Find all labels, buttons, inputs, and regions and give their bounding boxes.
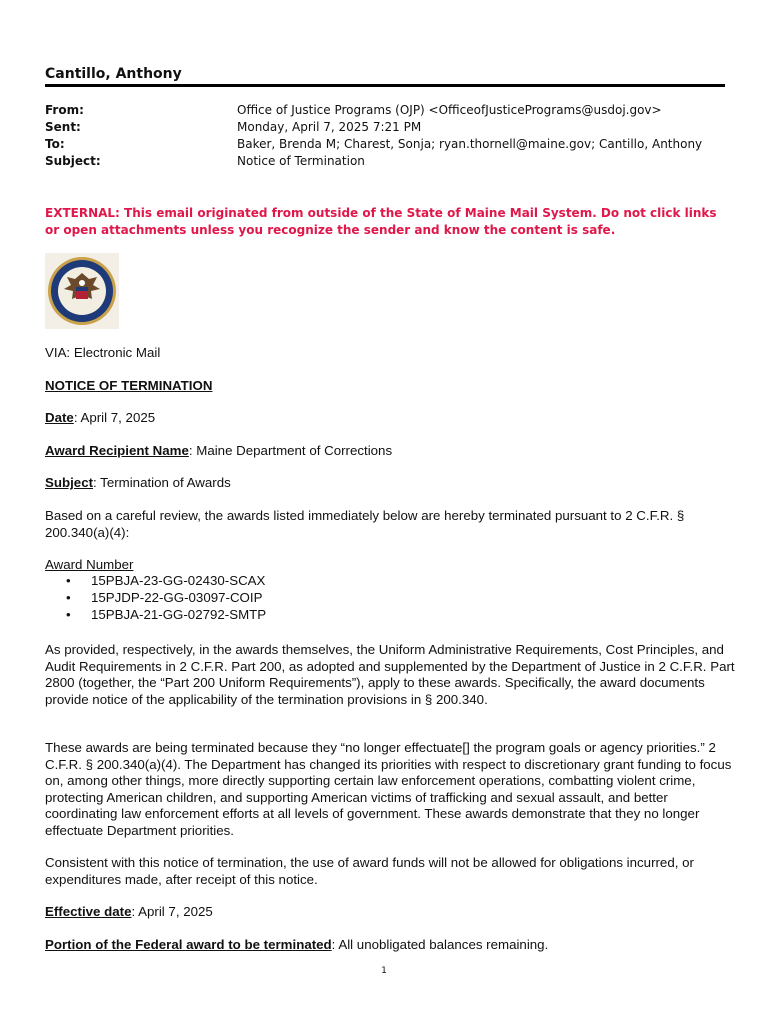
via-line: VIA: Electronic Mail xyxy=(45,345,161,360)
list-item: • 15PBJA-21-GG-02792-SMTP xyxy=(91,607,266,624)
portion-label: Portion of the Federal award to be terminated xyxy=(45,937,332,952)
doj-seal-icon xyxy=(45,253,119,329)
subject-value: Notice of Termination xyxy=(237,154,365,168)
paragraph-requirements: As provided, respectively, in the awards themselves, the Uniform Administrative Requirements, Cost Principles, and Audit Requirements in 2 C.F.R. Part 200, as adopted and supplemented by the Department of Justice in 2 C.F.R. Part 2800 (together, the “Part 200 Uniform Requirements”), apply to these awards. Specifically, the award documents provide notice of the applicability of the termination provisions in § 200.340. xyxy=(45,642,735,707)
to-row xyxy=(45,136,735,153)
date-value: : April 7, 2025 xyxy=(73,410,156,425)
paragraph-reason: These awards are being terminated because they “no longer effectuate[] the program goals or agency priorities.” 2 C.F.R. § 200.340(a)(4). The Department has changed its priorities with respect to discretionary grant funding to focus on, among other things, more directly supporting certain law enforcement operations, combatting violent crime, protecting American children, and supporting American victims of trafficking and sexual assault, and better coordinating law enforcement efforts at all levels of government. These awards demonstrate that they no longer effectuate Department priorities. xyxy=(45,740,732,838)
header-rule xyxy=(45,84,725,87)
from-row xyxy=(45,102,735,119)
paragraph-review: Based on a careful review, the awards listed immediately below are hereby terminated pursuant to 2 C.F.R. § 200.340(a)(4): xyxy=(45,508,685,540)
recipient-line xyxy=(45,443,735,460)
list-item: • 15PJDP-22-GG-03097-COIP xyxy=(91,590,266,607)
from-value: Office of Justice Programs (OJP) <OfficeofJusticePrograms@usdoj.gov> xyxy=(237,103,662,117)
notice-heading xyxy=(45,378,735,395)
subject-row xyxy=(45,153,735,170)
to-label: To: xyxy=(45,137,65,151)
effective-date-label: Effective date xyxy=(45,904,132,919)
award-number-heading xyxy=(45,557,735,574)
mailbox-owner: Cantillo, Anthony xyxy=(45,66,182,82)
paragraph-funds: Consistent with this notice of termination, the use of award funds will not be allowed for obligations incurred, or expenditures made, after receipt of this notice. xyxy=(45,855,694,887)
subject-line xyxy=(45,475,735,492)
from-label: From: xyxy=(45,103,84,117)
list-item: • 15PBJA-23-GG-02430-SCAX xyxy=(91,573,266,590)
subject-line-value: : Termination of Awards xyxy=(93,475,231,490)
to-value: Baker, Brenda M; Charest, Sonja; ryan.thornell@maine.gov; Cantillo, Anthony xyxy=(237,137,703,151)
portion-line xyxy=(45,937,735,954)
subject-label: Subject: xyxy=(45,154,101,168)
recipient-value: : Maine Department of Corrections xyxy=(188,443,393,458)
email-header xyxy=(45,102,735,170)
sent-value: Monday, April 7, 2025 7:21 PM xyxy=(237,120,422,134)
notice-heading-text: NOTICE OF TERMINATION xyxy=(45,378,213,393)
award-number-label: Award Number xyxy=(45,557,134,572)
effective-date-value: : April 7, 2025 xyxy=(131,904,213,919)
sent-row xyxy=(45,119,735,136)
date-line xyxy=(45,410,735,427)
sent-label: Sent: xyxy=(45,120,81,134)
portion-value: : All unobligated balances remaining. xyxy=(331,937,549,952)
page-number: 1 xyxy=(381,966,387,976)
external-warning: EXTERNAL: This email originated from outside of the State of Maine Mail System. Do not click links or open attachments unless you recognize the sender and know the content is safe. xyxy=(45,206,717,237)
subject-line-label: Subject xyxy=(45,475,94,490)
effective-date-line xyxy=(45,904,735,921)
date-label: Date xyxy=(45,410,74,425)
recipient-label: Award Recipient Name xyxy=(45,443,189,458)
award-list xyxy=(45,573,266,623)
